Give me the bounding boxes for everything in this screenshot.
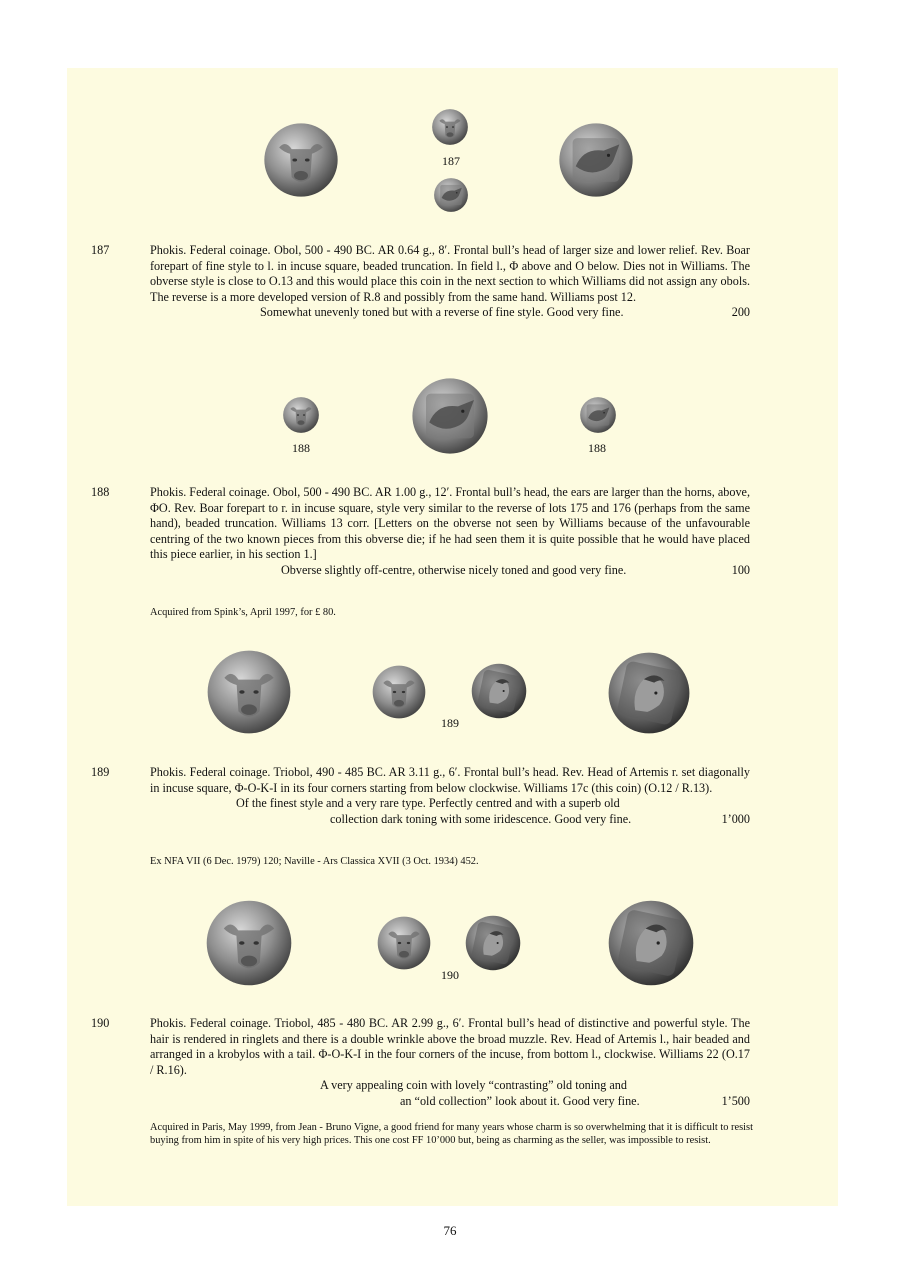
lot-estimate: 200 (731, 305, 750, 320)
lot-description: Phokis. Federal coinage. Obol, 500 - 490 BC. AR 0.64 g., 8′. Frontal bull’s head of larger size and lower relief. Rev. Boar forepart of fine style to l. in incuse square, beaded truncation. In field l., Φ above and O below. Dies not in Williams. The obverse style is close to O.13 and this would place this coin in the next section to which Williams did not assign any obols. The reverse is a more developed version of R.8 and possibly from the same hand. Williams post 12. (150, 243, 750, 304)
plate-label-190: 190 (441, 968, 459, 982)
lot-condition (150, 796, 750, 827)
condition-line: an “old collection” look about it. Good very fine. (400, 1093, 640, 1108)
coin-190-obverse-enlarged (204, 896, 294, 990)
plate-label-188-left: 188 (292, 441, 310, 455)
lot-number: 188 (91, 485, 110, 499)
lot-189 (91, 765, 750, 827)
plate-label-188-right: 188 (588, 441, 606, 455)
plate-label-189: 189 (441, 716, 459, 730)
coin-188-obverse (281, 396, 321, 434)
coin-188-reverse-enlarged (410, 376, 490, 456)
page-number: 76 (443, 1223, 457, 1238)
lot-190-provenance: Acquired in Paris, May 1999, from Jean - Bruno Vigne, a good friend for many years whose charm is so overwhelming that it is difficult to resist buying from him in spite of his very high prices. This one cost FF 10’000 but, being as charming as the seller, was impossible to resist. (150, 1122, 753, 1147)
lot-description: Phokis. Federal coinage. Triobol, 485 - 480 BC. AR 2.99 g., 6′. Frontal bull’s head of distinctive and powerful style. The hair is rendered in ringlets and there is a double wrinkle above the broad muzzle. Rev. Head of Artemis l., hair beaded and arranged in a krobylos with a tail. Φ-O-K-I in the four corners of the incuse, from bottom l., clockwise. Williams 22 (O.17 / R.16). (150, 1016, 750, 1077)
lot-187 (91, 243, 750, 321)
coin-189-obverse-enlarged (205, 648, 293, 736)
coin-187-obverse (431, 106, 469, 148)
lot-number: 189 (91, 765, 110, 779)
lot-estimate: 100 (731, 562, 750, 577)
lot-description: Phokis. Federal coinage. Obol, 500 - 490 BC. AR 1.00 g., 12′. Frontal bull’s head, the ears are larger than the horns, above, ΦO. Rev. Boar forepart to r. in incuse square, style very similar to the reverse of lots 175 and 176 (perhaps from the same hand), beaded truncation. Williams 13 corr. [Letters on the obverse not seen by Williams because of the unfavourable centring of the two known pieces from this obverse die; if he had seen them it is quite possible that he would have placed this piece earlier, in his section 1.] (150, 485, 750, 562)
lot-190 (91, 1016, 750, 1110)
coin-190-obverse (376, 913, 432, 973)
coin-189-reverse-enlarged (605, 650, 693, 736)
lot-condition (150, 1078, 750, 1109)
coin-190-reverse-enlarged (606, 896, 696, 990)
coin-189-obverse (370, 664, 428, 720)
lot-188 (91, 485, 750, 579)
coin-187-reverse (430, 177, 472, 213)
lot-188-provenance: Acquired from Spink’s, April 1997, for £ 80. (150, 607, 336, 618)
lot-number: 187 (91, 243, 110, 257)
lot-condition (150, 305, 750, 321)
coin-190-reverse (464, 912, 522, 974)
condition-line: Obverse slightly off-centre, otherwise nicely toned and good very fine. (281, 562, 627, 577)
lot-number: 190 (91, 1016, 110, 1030)
lot-estimate: 1’000 (721, 811, 750, 826)
coin-188-reverse (578, 396, 618, 434)
condition-line: Of the finest style and a very rare type. Perfectly centred and with a superb old (236, 796, 620, 811)
condition-line: Somewhat unevenly toned but with a reverse of fine style. Good very fine. (260, 305, 624, 320)
coin-187-reverse-enlarged (552, 121, 640, 199)
lot-description: Phokis. Federal coinage. Triobol, 490 - 485 BC. AR 3.11 g., 6′. Frontal bull’s head. Rev. Head of Artemis r. set diagonally in incuse square, Φ-O-K-I in its four corners starting from below clockwise. Williams 17c (this coin) (O.12 / R.13). (150, 765, 750, 795)
lot-189-provenance: Ex NFA VII (6 Dec. 1979) 120; Naville - Ars Classica XVII (3 Oct. 1934) 452. (150, 856, 479, 867)
lot-condition (150, 563, 750, 579)
lot-estimate: 1’500 (721, 1093, 750, 1108)
coin-187-obverse-enlarged (262, 119, 340, 201)
condition-line: A very appealing coin with lovely “contrasting” old toning and (320, 1078, 627, 1093)
coin-189-reverse (470, 662, 528, 720)
plate-label-187: 187 (442, 154, 460, 168)
condition-line: collection dark toning with some iridescence. Good very fine. (330, 811, 632, 826)
